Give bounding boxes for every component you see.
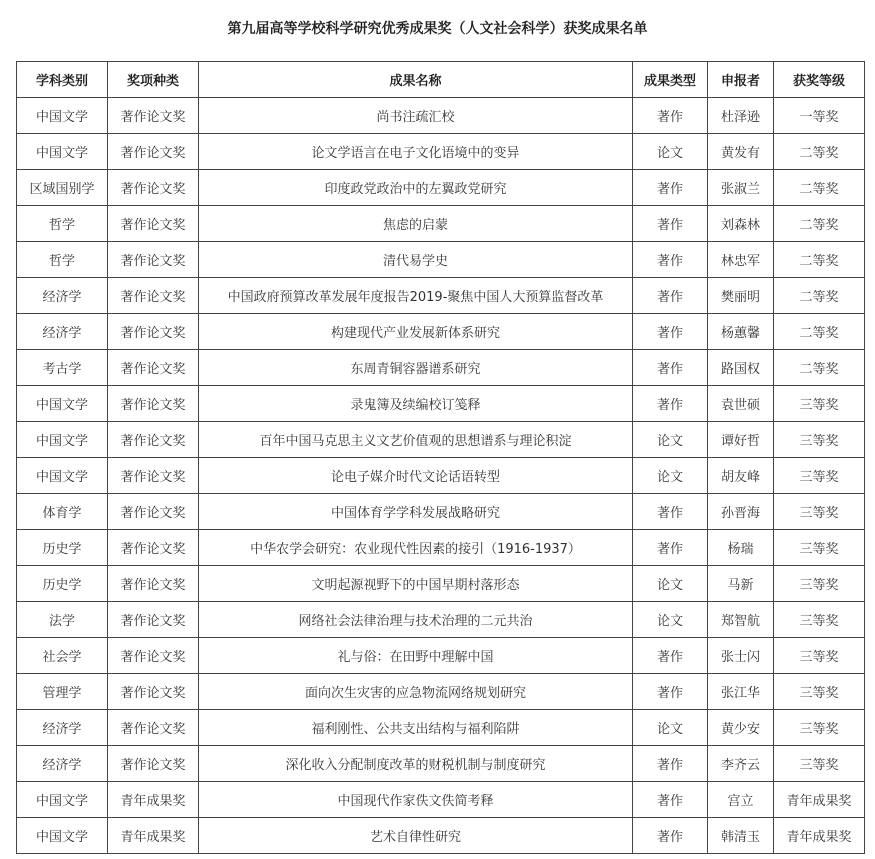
cell-subject-category: 中国文学 — [17, 134, 108, 170]
cell-subject-category: 哲学 — [17, 242, 108, 278]
cell-applicant: 谭好哲 — [708, 422, 774, 458]
table-row — [17, 746, 865, 782]
cell-work-type: 论文 — [633, 458, 708, 494]
header-work-title: 成果名称 — [199, 62, 633, 98]
cell-award-type: 著作论文奖 — [108, 674, 199, 710]
cell-award-level: 青年成果奖 — [774, 818, 865, 854]
cell-subject-category: 考古学 — [17, 350, 108, 386]
cell-subject-category: 法学 — [17, 602, 108, 638]
cell-subject-category: 经济学 — [17, 710, 108, 746]
header-subject-category: 学科类别 — [17, 62, 108, 98]
cell-applicant: 张士闪 — [708, 638, 774, 674]
cell-award-level: 三等奖 — [774, 746, 865, 782]
cell-award-level: 青年成果奖 — [774, 782, 865, 818]
table-row — [17, 602, 865, 638]
cell-subject-category: 区域国别学 — [17, 170, 108, 206]
cell-award-level: 二等奖 — [774, 278, 865, 314]
cell-award-type: 著作论文奖 — [108, 134, 199, 170]
cell-work-title: 网络社会法律治理与技术治理的二元共治 — [199, 602, 633, 638]
cell-work-type: 著作 — [633, 278, 708, 314]
cell-subject-category: 中国文学 — [17, 98, 108, 134]
cell-applicant: 黄发有 — [708, 134, 774, 170]
cell-work-type: 著作 — [633, 782, 708, 818]
cell-work-type: 著作 — [633, 746, 708, 782]
cell-work-title: 东周青铜容器谱系研究 — [199, 350, 633, 386]
cell-work-type: 论文 — [633, 602, 708, 638]
header-award-type: 奖项种类 — [108, 62, 199, 98]
cell-applicant: 郑智航 — [708, 602, 774, 638]
cell-award-level: 一等奖 — [774, 98, 865, 134]
cell-work-type: 著作 — [633, 314, 708, 350]
table-row — [17, 314, 865, 350]
cell-award-level: 二等奖 — [774, 206, 865, 242]
cell-award-type: 著作论文奖 — [108, 458, 199, 494]
cell-award-level: 三等奖 — [774, 386, 865, 422]
cell-subject-category: 历史学 — [17, 566, 108, 602]
cell-work-title: 清代易学史 — [199, 242, 633, 278]
cell-award-type: 著作论文奖 — [108, 386, 199, 422]
table-row — [17, 638, 865, 674]
table-row — [17, 242, 865, 278]
cell-work-title: 论电子媒介时代文论话语转型 — [199, 458, 633, 494]
cell-award-type: 青年成果奖 — [108, 782, 199, 818]
cell-award-type: 著作论文奖 — [108, 314, 199, 350]
cell-applicant: 胡友峰 — [708, 458, 774, 494]
cell-award-type: 著作论文奖 — [108, 494, 199, 530]
cell-award-type: 著作论文奖 — [108, 602, 199, 638]
table-row — [17, 818, 865, 854]
cell-work-type: 论文 — [633, 566, 708, 602]
cell-award-type: 著作论文奖 — [108, 170, 199, 206]
cell-applicant: 李齐云 — [708, 746, 774, 782]
table-row — [17, 206, 865, 242]
cell-applicant: 张江华 — [708, 674, 774, 710]
cell-award-level: 二等奖 — [774, 170, 865, 206]
cell-award-level: 二等奖 — [774, 242, 865, 278]
cell-award-level: 三等奖 — [774, 530, 865, 566]
cell-work-title: 面向次生灾害的应急物流网络规划研究 — [199, 674, 633, 710]
cell-work-type: 著作 — [633, 818, 708, 854]
cell-work-type: 著作 — [633, 98, 708, 134]
cell-subject-category: 中国文学 — [17, 782, 108, 818]
cell-work-title: 中华农学会研究：农业现代性因素的接引（1916-1937） — [199, 530, 633, 566]
table-row — [17, 98, 865, 134]
cell-work-type: 著作 — [633, 638, 708, 674]
table-row — [17, 458, 865, 494]
cell-work-title: 印度政党政治中的左翼政党研究 — [199, 170, 633, 206]
table-body — [17, 98, 865, 854]
cell-subject-category: 社会学 — [17, 638, 108, 674]
cell-applicant: 刘森林 — [708, 206, 774, 242]
header-work-type: 成果类型 — [633, 62, 708, 98]
cell-subject-category: 经济学 — [17, 746, 108, 782]
table-row — [17, 134, 865, 170]
cell-award-type: 著作论文奖 — [108, 746, 199, 782]
cell-applicant: 宫立 — [708, 782, 774, 818]
cell-subject-category: 历史学 — [17, 530, 108, 566]
awards-table — [16, 61, 865, 854]
cell-subject-category: 经济学 — [17, 314, 108, 350]
cell-award-type: 著作论文奖 — [108, 422, 199, 458]
cell-subject-category: 中国文学 — [17, 458, 108, 494]
table-row — [17, 530, 865, 566]
header-applicant: 申报者 — [708, 62, 774, 98]
cell-work-type: 著作 — [633, 242, 708, 278]
cell-work-type: 论文 — [633, 710, 708, 746]
cell-applicant: 马新 — [708, 566, 774, 602]
cell-work-type: 著作 — [633, 350, 708, 386]
cell-work-title: 中国现代作家佚文佚简考释 — [199, 782, 633, 818]
cell-award-type: 著作论文奖 — [108, 98, 199, 134]
cell-award-type: 著作论文奖 — [108, 278, 199, 314]
cell-subject-category: 中国文学 — [17, 818, 108, 854]
cell-work-type: 著作 — [633, 674, 708, 710]
cell-work-title: 艺术自律性研究 — [199, 818, 633, 854]
table-row — [17, 494, 865, 530]
cell-work-title: 百年中国马克思主义文艺价值观的思想谱系与理论积淀 — [199, 422, 633, 458]
cell-applicant: 林忠军 — [708, 242, 774, 278]
cell-award-level: 三等奖 — [774, 566, 865, 602]
cell-applicant: 杜泽逊 — [708, 98, 774, 134]
cell-applicant: 杨瑞 — [708, 530, 774, 566]
table-row — [17, 170, 865, 206]
cell-applicant: 黄少安 — [708, 710, 774, 746]
cell-award-type: 著作论文奖 — [108, 530, 199, 566]
cell-award-level: 三等奖 — [774, 422, 865, 458]
cell-work-title: 深化收入分配制度改革的财税机制与制度研究 — [199, 746, 633, 782]
cell-work-type: 著作 — [633, 386, 708, 422]
header-award-level: 获奖等级 — [774, 62, 865, 98]
cell-award-level: 二等奖 — [774, 314, 865, 350]
cell-work-type: 著作 — [633, 206, 708, 242]
cell-award-type: 著作论文奖 — [108, 350, 199, 386]
table-header-row — [17, 62, 865, 98]
cell-work-title: 福利刚性、公共支出结构与福利陷阱 — [199, 710, 633, 746]
cell-award-level: 二等奖 — [774, 350, 865, 386]
cell-award-level: 三等奖 — [774, 494, 865, 530]
cell-applicant: 孙晋海 — [708, 494, 774, 530]
table-row — [17, 782, 865, 818]
table-row — [17, 566, 865, 602]
cell-applicant: 韩清玉 — [708, 818, 774, 854]
cell-applicant: 袁世硕 — [708, 386, 774, 422]
cell-work-title: 构建现代产业发展新体系研究 — [199, 314, 633, 350]
cell-work-type: 著作 — [633, 170, 708, 206]
cell-work-title: 中国体育学学科发展战略研究 — [199, 494, 633, 530]
cell-work-title: 尚书注疏汇校 — [199, 98, 633, 134]
cell-work-title: 礼与俗：在田野中理解中国 — [199, 638, 633, 674]
table-row — [17, 386, 865, 422]
cell-subject-category: 管理学 — [17, 674, 108, 710]
cell-work-title: 论文学语言在电子文化语境中的变异 — [199, 134, 633, 170]
cell-applicant: 樊丽明 — [708, 278, 774, 314]
cell-award-type: 青年成果奖 — [108, 818, 199, 854]
cell-subject-category: 体育学 — [17, 494, 108, 530]
cell-applicant: 路国权 — [708, 350, 774, 386]
cell-award-level: 三等奖 — [774, 710, 865, 746]
cell-work-title: 录鬼簿及续编校订笺释 — [199, 386, 633, 422]
cell-work-type: 论文 — [633, 422, 708, 458]
cell-work-type: 著作 — [633, 494, 708, 530]
cell-subject-category: 经济学 — [17, 278, 108, 314]
cell-subject-category: 哲学 — [17, 206, 108, 242]
cell-award-type: 著作论文奖 — [108, 566, 199, 602]
table-row — [17, 422, 865, 458]
cell-award-type: 著作论文奖 — [108, 242, 199, 278]
page-title: 第九届高等学校科学研究优秀成果奖（人文社会科学）获奖成果名单 — [227, 21, 648, 37]
cell-award-level: 二等奖 — [774, 134, 865, 170]
table-row — [17, 350, 865, 386]
cell-work-title: 中国政府预算改革发展年度报告2019-聚焦中国人大预算监督改革 — [199, 278, 633, 314]
cell-award-level: 三等奖 — [774, 602, 865, 638]
cell-work-type: 著作 — [633, 530, 708, 566]
table-row — [17, 710, 865, 746]
table-row — [17, 674, 865, 710]
cell-award-type: 著作论文奖 — [108, 710, 199, 746]
cell-work-title: 文明起源视野下的中国早期村落形态 — [199, 566, 633, 602]
cell-award-level: 三等奖 — [774, 674, 865, 710]
table-row — [17, 278, 865, 314]
cell-subject-category: 中国文学 — [17, 386, 108, 422]
cell-work-title: 焦虑的启蒙 — [199, 206, 633, 242]
cell-applicant: 杨蕙馨 — [708, 314, 774, 350]
cell-award-type: 著作论文奖 — [108, 638, 199, 674]
cell-applicant: 张淑兰 — [708, 170, 774, 206]
cell-award-level: 三等奖 — [774, 638, 865, 674]
cell-award-type: 著作论文奖 — [108, 206, 199, 242]
cell-work-type: 论文 — [633, 134, 708, 170]
cell-subject-category: 中国文学 — [17, 422, 108, 458]
cell-award-level: 三等奖 — [774, 458, 865, 494]
